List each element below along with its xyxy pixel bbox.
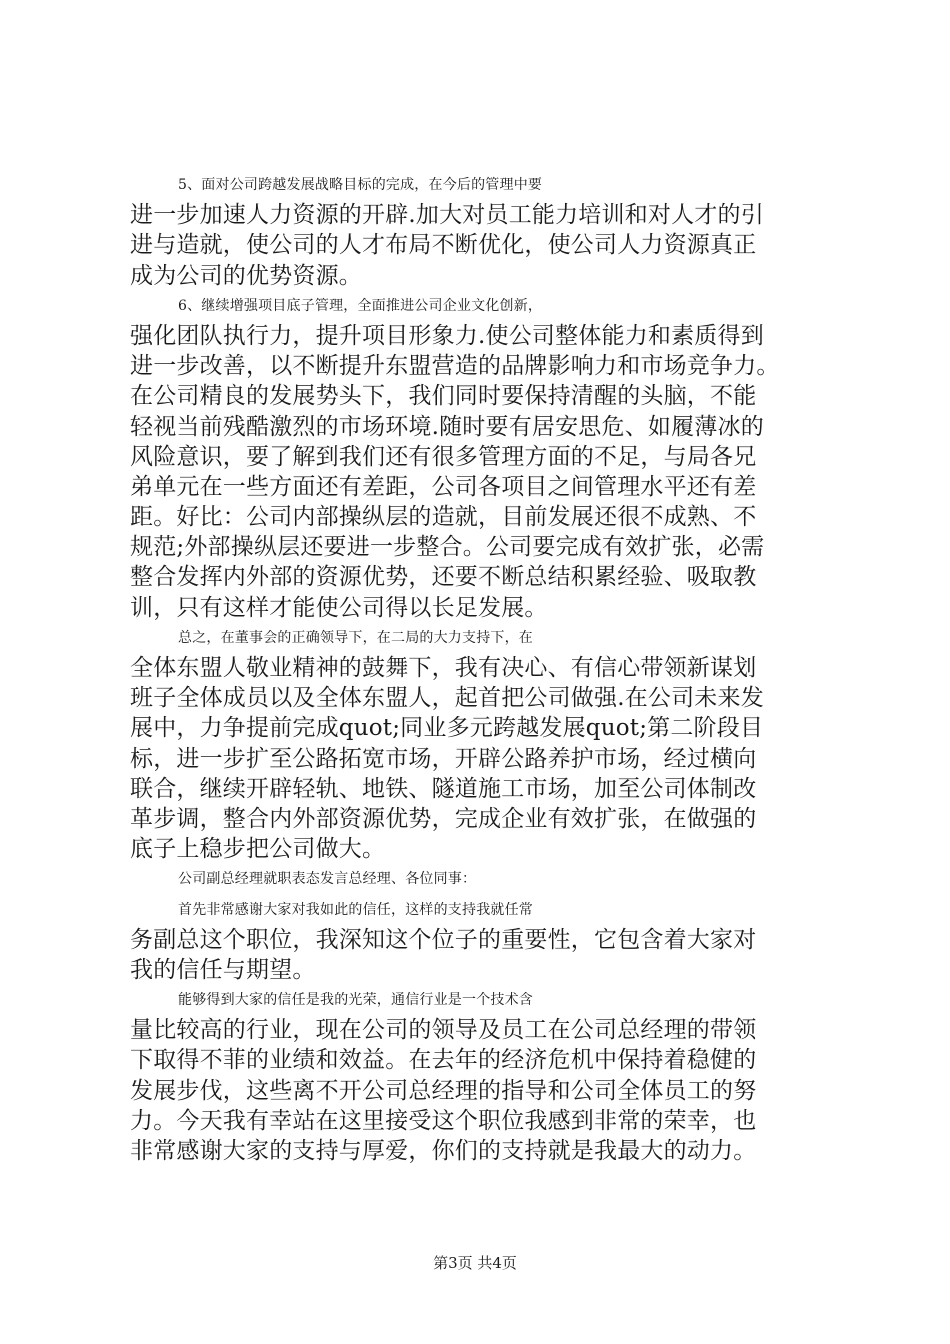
text-line: 在公司精良的发展势头下，我们同时要保持清醒的头脑，不能 xyxy=(130,383,757,410)
text-line: 总之，在董事会的正确领导下，在二局的大力支持下，在 xyxy=(178,629,533,646)
text-line: 训，只有这样才能使公司得以长足发展。 xyxy=(130,594,548,621)
text-line: 底子上稳步把公司做大。 xyxy=(130,836,386,863)
text-line: 下取得不菲的业绩和效益。在去年的经济危机中保持着稳健的 xyxy=(130,1047,757,1074)
text-line: 首先非常感谢大家对我如此的信任，这样的支持我就任常 xyxy=(178,901,533,918)
text-line: 弟单元在一些方面还有差距，公司各项目之间管理水平还有差 xyxy=(130,473,757,500)
text-line: 风险意识，要了解到我们还有很多管理方面的不足，与局各兄 xyxy=(130,443,757,470)
text-line: 整合发挥内外部的资源优势，还要不断总结积累经验、吸取教 xyxy=(130,564,757,591)
text-line: 非常感谢大家的支持与厚爱，你们的支持就是我最大的动力。 xyxy=(130,1138,757,1164)
document-body xyxy=(130,170,822,1166)
text-line: 全体东盟人敬业精神的鼓舞下，我有决心、有信心带领新谋划 xyxy=(130,655,757,681)
text-line: 规范;外部操纵层还要进一步整合。公司要完成有效扩张，必需 xyxy=(130,534,765,561)
text-line: 我的信任与期望。 xyxy=(130,956,316,983)
text-line: 联合，继续开辟轻轨、地铁、隧道施工市场，加至公司体制改 xyxy=(130,775,757,802)
text-line: 进与造就，使公司的人才布局不断优化，使公司人力资源真正 xyxy=(130,232,757,259)
text-line: 能够得到大家的信任是我的光荣，通信行业是一个技术含 xyxy=(178,992,533,1009)
text-line: 公司副总经理就职表态发言总经理、各位同事： xyxy=(178,871,477,888)
text-line: 距。好比：公司内部操纵层的造就，目前发展还很不成熟、不 xyxy=(130,504,757,531)
text-line: 进一步加速人力资源的开辟.加大对员工能力培训和对人才的引 xyxy=(130,202,764,229)
text-line: 轻视当前残酷激烈的市场环境.随时要有居安思危、如履薄冰的 xyxy=(130,413,764,440)
text-line: 革步调，整合内外部资源优势，完成企业有效扩张，在做强的 xyxy=(130,805,757,832)
text-line: 发展步伐，这些离不开公司总经理的指导和公司全体员工的努 xyxy=(130,1077,757,1104)
text-line: 5、面对公司跨越发展战略目标的完成，在今后的管理中要 xyxy=(178,177,543,193)
text-line: 进一步改善，以不断提升东盟营造的品牌影响力和市场竞争力。 xyxy=(130,353,780,380)
text-line: 班子全体成员以及全体东盟人，起首把公司做强.在公司未来发 xyxy=(130,685,764,712)
text-line: 标，进一步扩至公路拓宽市场，开辟公路养护市场，经过横向 xyxy=(130,745,757,772)
page-footer xyxy=(0,1253,950,1273)
page-number-label: 第3页 共4页 xyxy=(433,1254,517,1272)
text-line: 务副总这个职位，我深知这个位子的重要性，它包含着大家对 xyxy=(130,926,757,953)
text-line: 6、继续增强项目底子管理，全面推进公司企业文化创新， xyxy=(178,297,543,314)
text-line: 成为公司的优势资源。 xyxy=(130,262,362,289)
text-line: 强化团队执行力，提升项目形象力.使公司整体能力和素质得到 xyxy=(130,322,764,349)
text-line: 量比较高的行业，现在公司的领导及员工在公司总经理的带领 xyxy=(130,1017,757,1044)
text-line: 展中，力争提前完成quot;同业多元跨越发展quot;第二阶段目 xyxy=(130,715,764,742)
text-line: 力。今天我有幸站在这里接受这个职位我感到非常的荣幸，也 xyxy=(130,1107,757,1134)
